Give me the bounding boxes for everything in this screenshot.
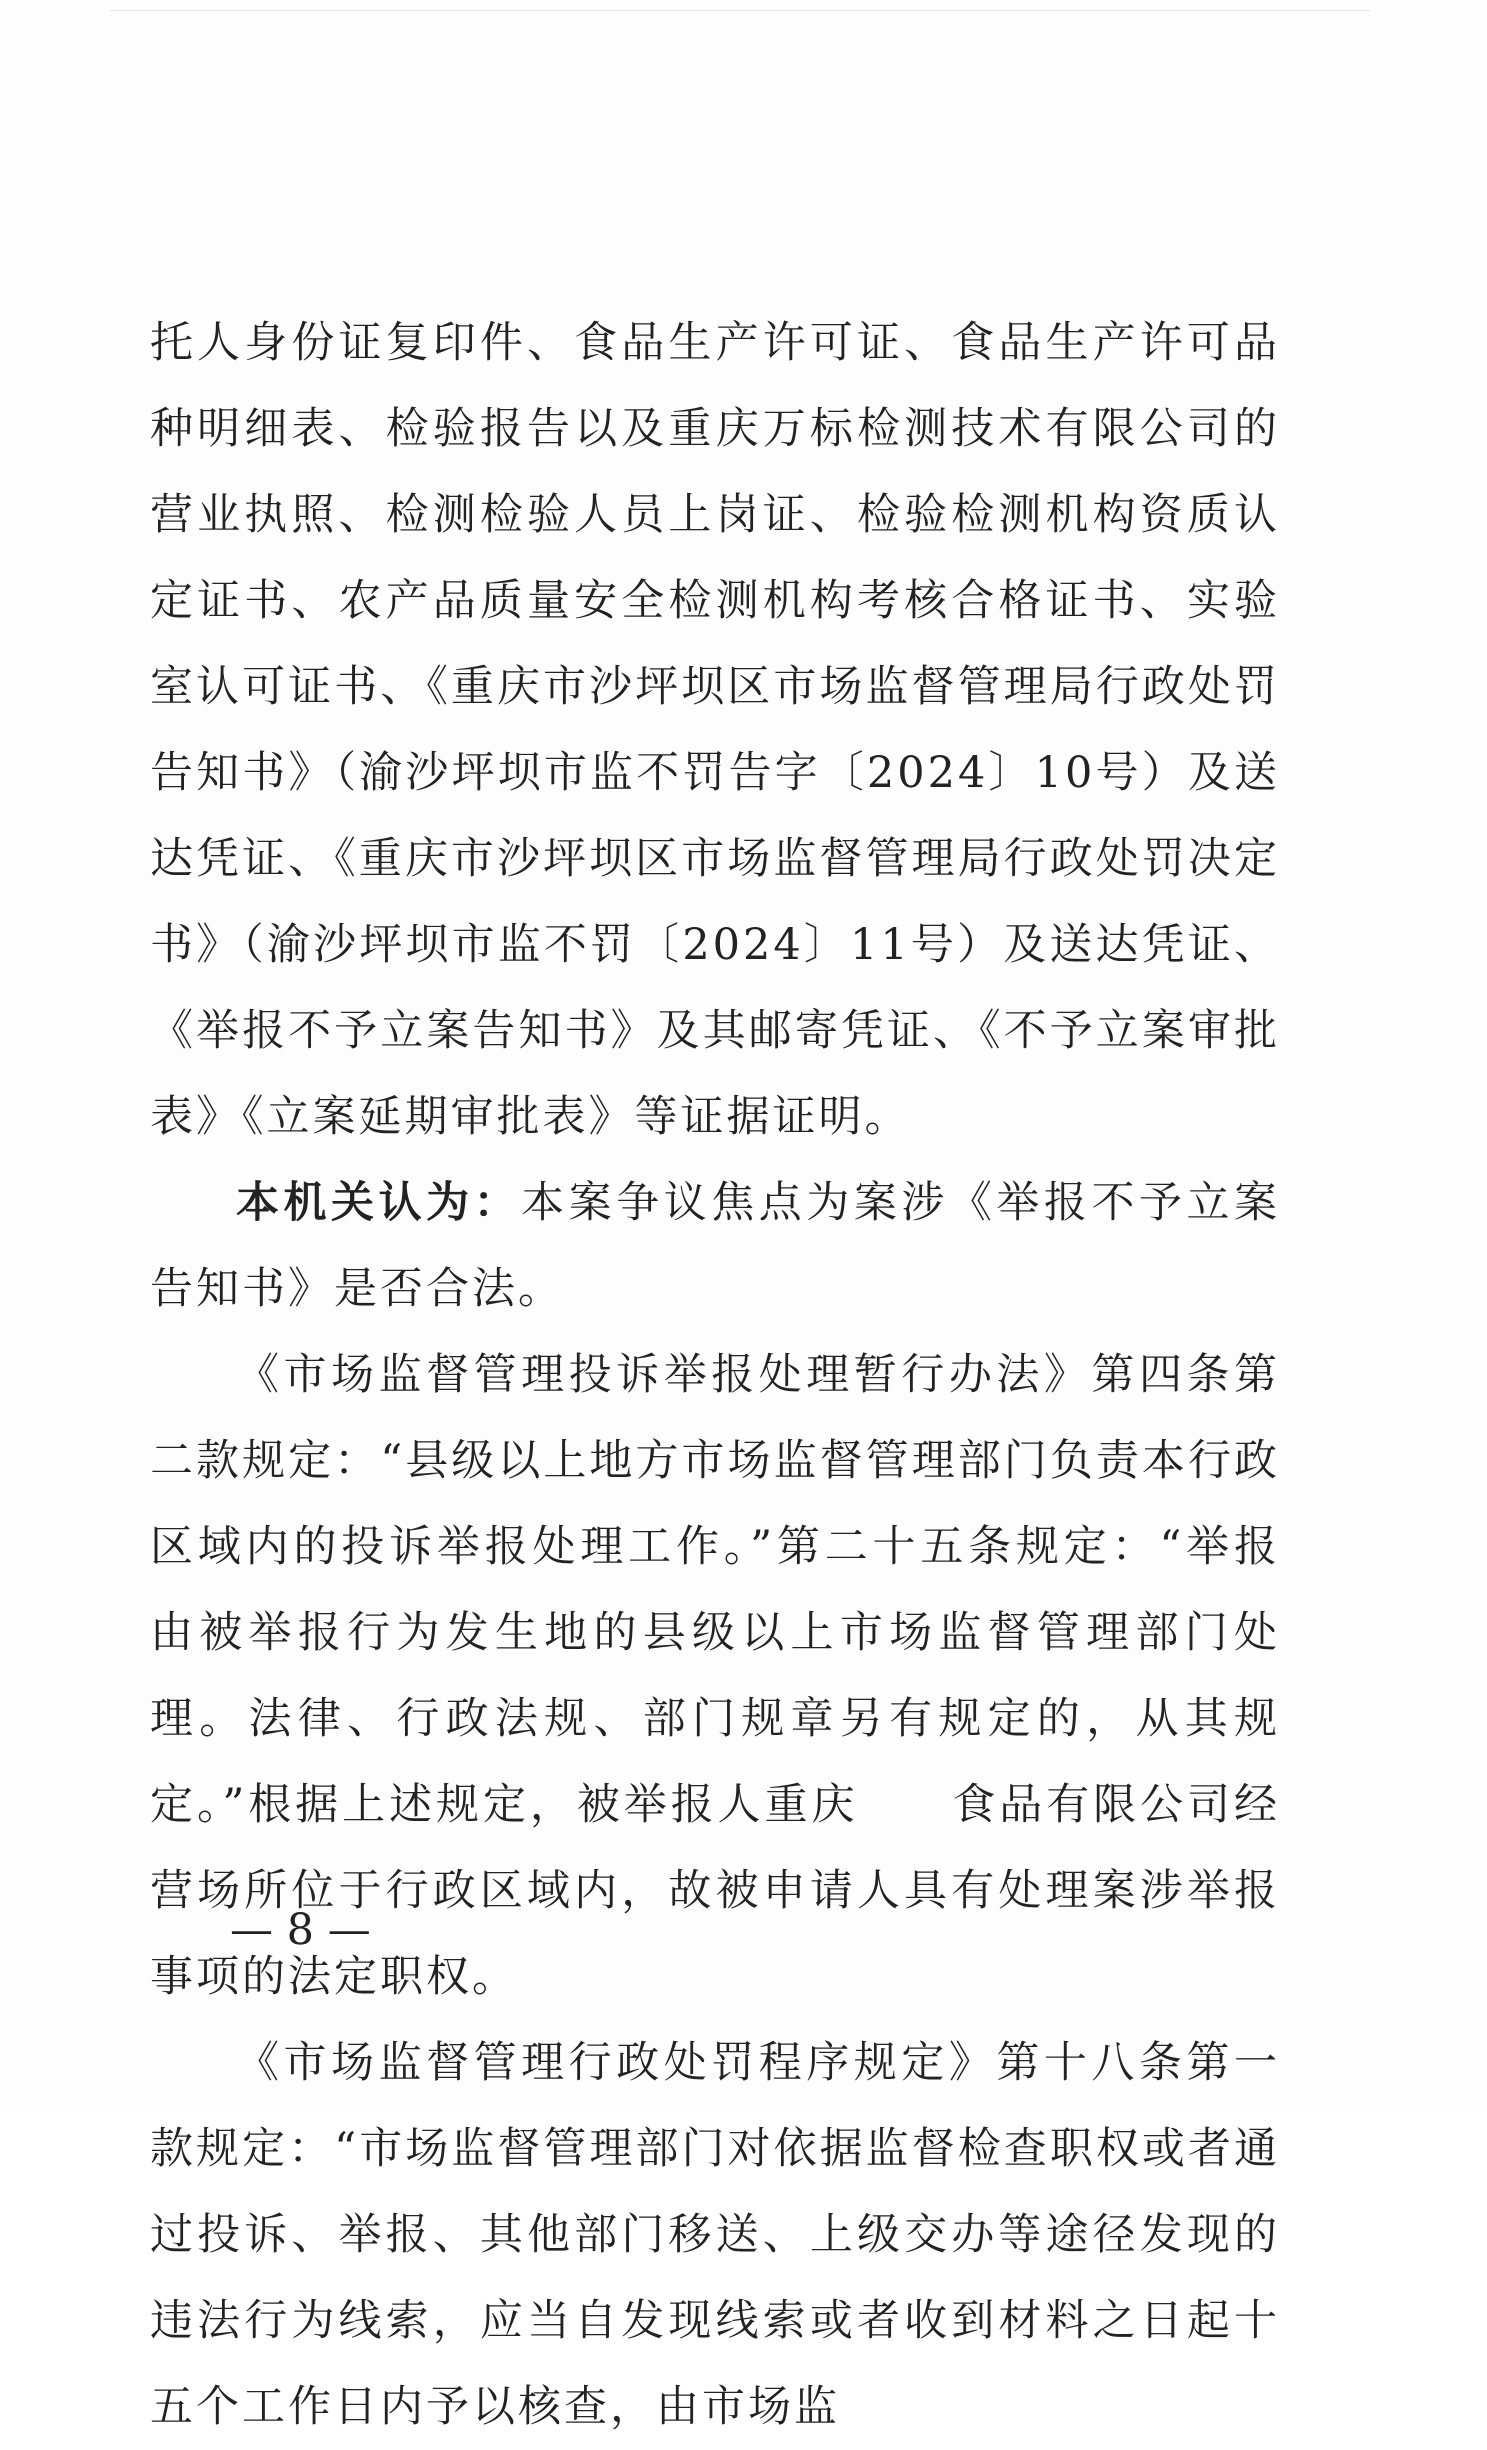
paragraph-text: 《市场监督管理投诉举报处理暂行办法》第四条第二款规定：“县级以上地方市场监督管理部门负责本行政区域内的投诉举报处理工作。”第二十五条规定：“举报由被举报行为发生地的县级以上市场监督管理部门处理。法律、行政法规、部门规章另有规定的，从其规定。”根据上述规定，被举报人重庆 食品有限公司经营场所位于行政区域内，故被申请人具有处理案涉举报事项的法定职权。	[150, 1350, 1280, 2002]
top-rule	[110, 10, 1370, 11]
paragraph-lead: 本机关认为：	[236, 1178, 522, 1228]
paragraph-evidence-list	[150, 300, 1280, 1160]
paragraph-procedure-rule	[150, 2020, 1280, 2450]
paragraph-agency-opinion	[150, 1160, 1280, 1332]
paragraph-text: 本案争议焦点为案涉《举报不予立案告知书》是否合法。	[150, 1178, 1281, 1314]
page-number: — 8 —	[230, 1905, 371, 1955]
paragraph-text: 《市场监督管理行政处罚程序规定》第十八条第一款规定：“市场监督管理部门对依据监督检查职权或者通过投诉、举报、其他部门移送、上级交办等途径发现的违法行为线索，应当自发现线索或者收到材料之日起十五个工作日内予以核查，由市场监	[150, 2038, 1280, 2432]
paragraph-text: 托人身份证复印件、食品生产许可证、食品生产许可品种明细表、检验报告以及重庆万标检测技术有限公司的营业执照、检测检验人员上岗证、检验检测机构资质认定证书、农产品质量安全检测机构考核合格证书、实验室认可证书、《重庆市沙坪坝区市场监督管理局行政处罚告知书》（渝沙坪坝市监不罚告字〔2024〕10号）及送达凭证、《重庆市沙坪坝区市场监督管理局行政处罚决定书》（渝沙坪坝市监不罚〔2024〕11号）及送达凭证、《举报不予立案告知书》及其邮寄凭证、《不予立案审批表》《立案延期审批表》等证据证明。	[150, 318, 1280, 1142]
body-text	[150, 300, 1280, 2450]
